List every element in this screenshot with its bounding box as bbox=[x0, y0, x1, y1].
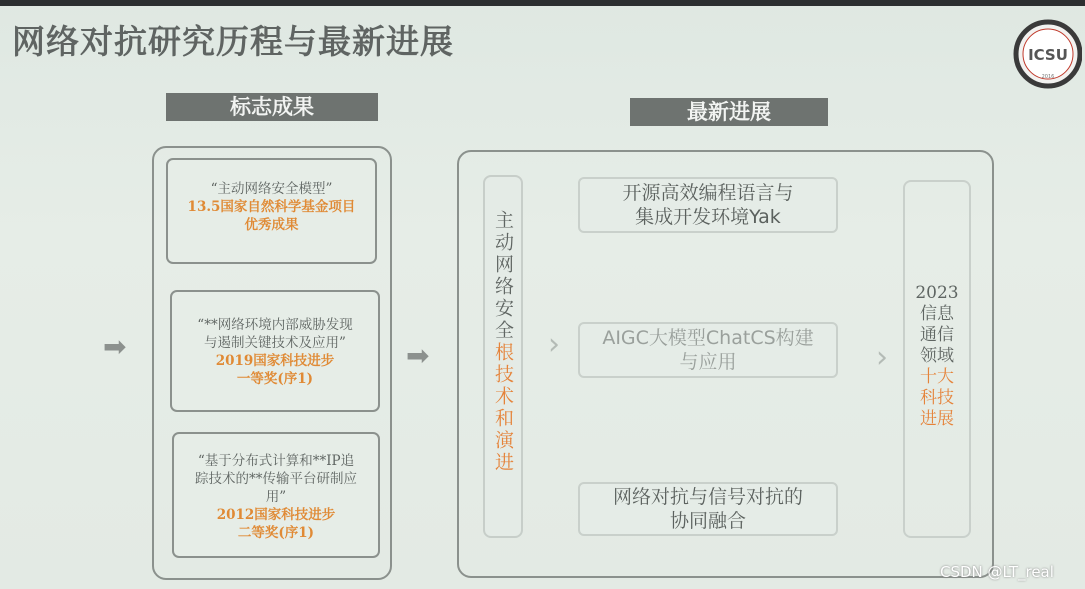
card-title: “**网络环境内部威胁发现 bbox=[197, 317, 353, 333]
card-award: 2012国家科技进步 bbox=[216, 507, 336, 523]
card-title-cont: 与遏制关键技术及应用” bbox=[204, 335, 346, 351]
achievement-card bbox=[166, 158, 377, 264]
progress-line: 与应用 bbox=[679, 351, 737, 373]
progress-item-chatcs bbox=[578, 322, 838, 378]
card-title-cont: 踪技术的**传输平台研制应 bbox=[195, 471, 357, 487]
progress-line: 开源高效编程语言与 bbox=[622, 182, 794, 204]
card-award-level: 优秀成果 bbox=[244, 217, 299, 233]
progress-line: 集成开发环境Yak bbox=[635, 206, 781, 228]
icsu-logo-icon bbox=[1012, 14, 1082, 94]
progress-item-yak bbox=[578, 177, 838, 233]
page-title: 网络对抗研究历程与最新进展 bbox=[12, 22, 454, 61]
logo-year: 2016 bbox=[1041, 74, 1055, 80]
active-security-column: 主动网络安全根技术和演进 bbox=[492, 210, 514, 474]
card-award: 13.5国家自然科学基金项目 bbox=[187, 199, 356, 215]
card-title: “主动网络安全模型” bbox=[210, 181, 333, 197]
arrow-right-icon: ➡ bbox=[406, 339, 430, 372]
card-title-cont: 用” bbox=[265, 489, 287, 505]
progress-line: 协同融合 bbox=[669, 510, 746, 532]
chevron-right-icon: › bbox=[876, 340, 888, 375]
section-heading-progress: 最新进展 bbox=[630, 98, 828, 126]
chevron-right-icon: › bbox=[548, 327, 560, 362]
arrow-right-icon: ➡ bbox=[103, 330, 127, 363]
logo-text: ICSU bbox=[1028, 46, 1068, 64]
card-title: “基于分布式计算和**IP追 bbox=[197, 453, 355, 469]
achievement-card bbox=[170, 290, 380, 412]
achievement-card bbox=[172, 432, 380, 558]
progress-line: AIGC大模型ChatCS构建 bbox=[602, 327, 814, 349]
card-award-level: 二等奖(序1) bbox=[237, 525, 315, 541]
top-ten-progress-text: 2023 信息 通信 领域 十大 科技 进展 bbox=[915, 283, 959, 429]
progress-line: 网络对抗与信号对抗的 bbox=[612, 486, 803, 508]
card-award: 2019国家科技进步 bbox=[215, 353, 335, 369]
progress-item-fusion bbox=[578, 482, 838, 536]
top-band bbox=[0, 0, 1085, 6]
section-heading-achievements: 标志成果 bbox=[166, 93, 378, 121]
card-award-level: 一等奖(序1) bbox=[236, 371, 314, 387]
watermark: CSDN @LT_real bbox=[940, 563, 1054, 581]
